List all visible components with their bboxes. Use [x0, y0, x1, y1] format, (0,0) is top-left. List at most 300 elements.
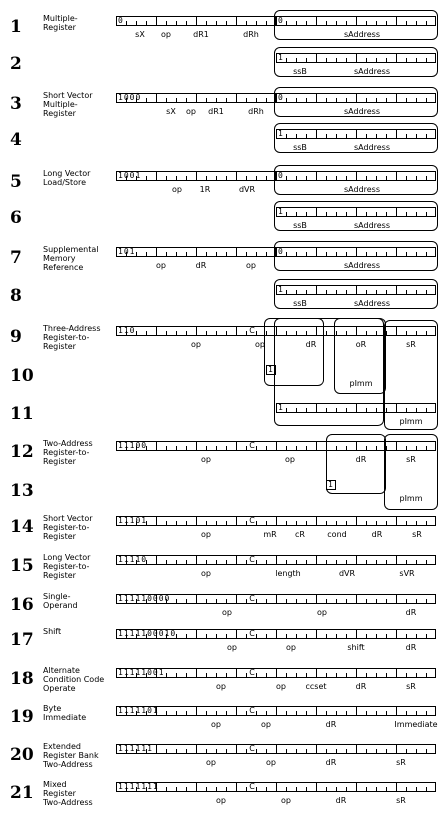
- bit-tick: [156, 327, 157, 335]
- field-name: op: [266, 758, 276, 767]
- row-number: 8: [10, 286, 22, 306]
- bit-tick: [196, 442, 197, 450]
- bit-tick: [196, 595, 197, 603]
- bit-tick: [136, 252, 137, 256]
- bit-tick: [196, 556, 197, 564]
- bit-tick: [166, 21, 167, 25]
- field-name: sAddress: [343, 30, 381, 39]
- bit-tick: [386, 521, 387, 525]
- field-name: sR: [406, 455, 416, 464]
- bit-tick: [156, 248, 157, 256]
- bit-tick: [196, 248, 197, 256]
- field-name: dVR: [238, 185, 256, 194]
- bit-tick: [306, 711, 307, 715]
- bit-tick: [186, 787, 187, 791]
- field-name: dVR: [338, 569, 356, 578]
- bit-tick: [176, 446, 177, 450]
- bit-tick: [186, 711, 187, 715]
- bit-tick: [386, 787, 387, 791]
- bit-tick: [256, 331, 257, 335]
- bit-tick: [396, 707, 397, 715]
- bit-tick: [246, 176, 247, 180]
- bit-tick: [366, 521, 367, 525]
- bit-tick: [216, 749, 217, 753]
- opcode-bits: 1: [278, 207, 284, 216]
- bit-tick: [186, 673, 187, 677]
- bit-tick: [206, 446, 207, 450]
- bit-tick: [186, 98, 187, 102]
- opcode-bits: 101: [118, 247, 136, 256]
- row-number: 12: [10, 442, 34, 462]
- bit-tick: [176, 599, 177, 603]
- bit-tick: [346, 599, 347, 603]
- bit-tick: [336, 787, 337, 791]
- bit-tick: [196, 517, 197, 525]
- bit-tick: [336, 673, 337, 677]
- bit-tick: [236, 517, 237, 525]
- bit-tick: [416, 749, 417, 753]
- bit-tick: [266, 634, 267, 638]
- bit-tick: [316, 442, 317, 450]
- field-name: sAddress: [343, 185, 381, 194]
- bit-tick: [236, 556, 237, 564]
- bit-tick: [236, 248, 237, 256]
- bit-tick: [176, 331, 177, 335]
- bit-tick: [296, 599, 297, 603]
- bit-tick: [176, 521, 177, 525]
- field-name: sAddress: [353, 143, 391, 152]
- bit-tick: [276, 630, 277, 638]
- bit-tick: [266, 252, 267, 256]
- bit-tick: [216, 634, 217, 638]
- field-name: op: [161, 30, 171, 39]
- bit-tick: [336, 749, 337, 753]
- bit-tick: [136, 331, 137, 335]
- format-label: Long Vector Register-to- Register: [43, 553, 91, 580]
- bit-tick: [166, 711, 167, 715]
- bit-tick: [326, 787, 327, 791]
- field-name: pImm: [399, 494, 423, 503]
- bit-tick: [256, 21, 257, 25]
- bit-tick: [286, 634, 287, 638]
- bit-tick: [376, 673, 377, 677]
- bit-tick: [326, 521, 327, 525]
- bit-tick: [256, 749, 257, 753]
- bit-tick: [426, 521, 427, 525]
- bit-tick: [126, 21, 127, 25]
- bit-tick: [236, 17, 237, 25]
- bit-tick: [216, 446, 217, 450]
- bit-tick: [406, 560, 407, 564]
- bit-tick: [196, 783, 197, 791]
- row-number: 9: [10, 327, 22, 347]
- format-label: Two-Address Register-to- Register: [43, 439, 93, 466]
- bit-tick: [416, 521, 417, 525]
- row-number: 16: [10, 595, 34, 615]
- row-number: 19: [10, 707, 34, 727]
- bit-tick: [196, 327, 197, 335]
- bit-tick: [316, 707, 317, 715]
- field-name: op: [211, 720, 221, 729]
- bit-tick: [246, 560, 247, 564]
- bit-tick: [256, 673, 257, 677]
- bit-tick: [406, 599, 407, 603]
- bit-tick: [206, 711, 207, 715]
- field-name: C: [249, 326, 255, 335]
- bit-tick: [166, 560, 167, 564]
- field-name: ssB: [293, 221, 307, 230]
- field-name: op: [285, 455, 295, 464]
- address-bit: 0: [278, 16, 284, 25]
- bit-tick: [236, 442, 237, 450]
- field-name: op: [227, 643, 237, 652]
- bit-tick: [166, 252, 167, 256]
- bit-tick: [206, 599, 207, 603]
- bit-tick: [346, 521, 347, 525]
- bit-tick: [236, 630, 237, 638]
- bit-tick: [206, 21, 207, 25]
- bit-tick: [196, 94, 197, 102]
- bit-tick: [226, 599, 227, 603]
- bit-tick: [266, 98, 267, 102]
- bit-tick: [276, 783, 277, 791]
- field-name: op: [172, 185, 182, 194]
- bit-tick: [326, 711, 327, 715]
- bit-tick: [226, 331, 227, 335]
- bit-tick: [216, 711, 217, 715]
- opcode-bits: 11100: [118, 441, 148, 450]
- bit-tick: [226, 98, 227, 102]
- bit-tick: [256, 634, 257, 638]
- bit-tick: [336, 521, 337, 525]
- bit-tick: [386, 634, 387, 638]
- bit-tick: [276, 669, 277, 677]
- bit-tick: [326, 599, 327, 603]
- bit-tick: [206, 787, 207, 791]
- field-name: C: [249, 441, 255, 450]
- bit-tick: [356, 745, 357, 753]
- bit-tick: [226, 176, 227, 180]
- field-name: op: [201, 530, 211, 539]
- bit-tick: [246, 331, 247, 335]
- field-name: C: [249, 668, 255, 677]
- bit-tick: [296, 673, 297, 677]
- bit-tick: [236, 595, 237, 603]
- opcode-bits: 1: [278, 285, 284, 294]
- bit-tick: [186, 446, 187, 450]
- row-number: 17: [10, 630, 34, 650]
- field-name: sAddress: [353, 221, 391, 230]
- bit-tick: [336, 634, 337, 638]
- bit-tick: [156, 17, 157, 25]
- field-name: op: [191, 340, 201, 349]
- bit-tick: [356, 707, 357, 715]
- bit-tick: [376, 634, 377, 638]
- bit-tick: [326, 673, 327, 677]
- bit-tick: [416, 711, 417, 715]
- field-name: sR: [412, 530, 422, 539]
- bit-tick: [426, 634, 427, 638]
- bit-tick: [216, 98, 217, 102]
- row-number: 14: [10, 517, 34, 537]
- row-number: 2: [10, 54, 22, 74]
- row-number: 11: [10, 404, 34, 424]
- format-label: Shift: [43, 627, 62, 636]
- field-name: dR: [335, 796, 347, 805]
- bit-tick: [206, 521, 207, 525]
- field-name: op: [186, 107, 196, 116]
- bit-tick: [266, 560, 267, 564]
- bit-tick: [406, 521, 407, 525]
- bit-tick: [206, 98, 207, 102]
- bit-tick: [416, 787, 417, 791]
- field-name: ssB: [293, 299, 307, 308]
- format-label: Short Vector Multiple- Register: [43, 91, 93, 118]
- bit-tick: [186, 331, 187, 335]
- bit-tick: [306, 787, 307, 791]
- field-name: dRh: [243, 30, 259, 39]
- bit-tick: [216, 252, 217, 256]
- bit-tick: [236, 783, 237, 791]
- row-number: 20: [10, 745, 34, 765]
- field-name: pImm: [349, 379, 373, 388]
- bit-tick: [286, 787, 287, 791]
- bit-tick: [166, 176, 167, 180]
- bit-tick: [266, 176, 267, 180]
- field-name: op: [255, 340, 265, 349]
- bit-tick: [206, 176, 207, 180]
- field-name: op: [156, 261, 166, 270]
- bit-tick: [246, 252, 247, 256]
- bit-tick: [366, 673, 367, 677]
- bit-tick: [366, 711, 367, 715]
- bit-tick: [346, 560, 347, 564]
- bit-tick: [406, 787, 407, 791]
- bit-tick: [286, 599, 287, 603]
- bit-tick: [186, 176, 187, 180]
- row-number: 4: [10, 130, 22, 150]
- bit-tick: [196, 172, 197, 180]
- bit-tick: [296, 446, 297, 450]
- bit-tick: [186, 560, 187, 564]
- bit-tick: [256, 560, 257, 564]
- bit-tick: [216, 787, 217, 791]
- bit-tick: [306, 749, 307, 753]
- bit-tick: [406, 634, 407, 638]
- bit-tick: [276, 745, 277, 753]
- continuation-group-box: [326, 434, 386, 494]
- bit-tick: [246, 634, 247, 638]
- bit-tick: [346, 634, 347, 638]
- bit-tick: [246, 98, 247, 102]
- bit-tick: [296, 634, 297, 638]
- field-name: dR: [405, 643, 417, 652]
- format-bar: [116, 706, 436, 716]
- field-name: op: [276, 682, 286, 691]
- bit-tick: [346, 749, 347, 753]
- bit-tick: [226, 673, 227, 677]
- field-name: 1R: [199, 185, 211, 194]
- bit-tick: [256, 98, 257, 102]
- bit-tick: [216, 560, 217, 564]
- opcode-bits: 111110000: [118, 594, 171, 603]
- opcode-bits: 110: [118, 326, 136, 335]
- bit-tick: [366, 749, 367, 753]
- bit-tick: [156, 172, 157, 180]
- bit-tick: [406, 711, 407, 715]
- field-name: dR: [405, 608, 417, 617]
- bit-tick: [356, 595, 357, 603]
- bit-tick: [176, 673, 177, 677]
- field-name: Immediate: [394, 720, 438, 729]
- bit-tick: [416, 599, 417, 603]
- bit-tick: [226, 252, 227, 256]
- bit-tick: [166, 749, 167, 753]
- bit-tick: [306, 521, 307, 525]
- bit-tick: [356, 783, 357, 791]
- continuation-group-box: [334, 318, 386, 394]
- bit-tick: [256, 252, 257, 256]
- bit-tick: [216, 176, 217, 180]
- bit-tick: [146, 98, 147, 102]
- field-name: sAddress: [353, 67, 391, 76]
- bit-tick: [256, 176, 257, 180]
- bit-tick: [216, 521, 217, 525]
- bit-tick: [146, 176, 147, 180]
- address-bit: 0: [278, 93, 284, 102]
- bit-tick: [376, 787, 377, 791]
- bit-tick: [286, 446, 287, 450]
- opcode-bits: 11110: [118, 555, 148, 564]
- bit-tick: [336, 560, 337, 564]
- row-number: 15: [10, 556, 34, 576]
- field-name: sVR: [399, 569, 415, 578]
- format-label: Single- Operand: [43, 592, 78, 610]
- bit-tick: [306, 673, 307, 677]
- bit-tick: [166, 673, 167, 677]
- bit-tick: [276, 707, 277, 715]
- field-name: op: [286, 643, 296, 652]
- field-name: sR: [396, 758, 406, 767]
- field-name: dR: [371, 530, 383, 539]
- format-label: Multiple- Register: [43, 14, 78, 32]
- bit-tick: [196, 745, 197, 753]
- bit-tick: [156, 517, 157, 525]
- bit-tick: [216, 21, 217, 25]
- format-label: Mixed Register Two-Address: [43, 780, 93, 807]
- field-name: sAddress: [343, 107, 381, 116]
- field-name: C: [249, 594, 255, 603]
- field-name: dR1: [193, 30, 209, 39]
- format-label: Byte Immediate: [43, 704, 87, 722]
- field-name: sR: [406, 340, 416, 349]
- bit-tick: [176, 749, 177, 753]
- bit-tick: [326, 749, 327, 753]
- bit-tick: [206, 749, 207, 753]
- bit-tick: [366, 599, 367, 603]
- bit-tick: [146, 331, 147, 335]
- bit-tick: [246, 521, 247, 525]
- bit-tick: [306, 599, 307, 603]
- bit-tick: [316, 745, 317, 753]
- field-name: pImm: [399, 417, 423, 426]
- bit-tick: [176, 711, 177, 715]
- row-number: 6: [10, 208, 22, 228]
- bit-tick: [396, 595, 397, 603]
- bit-tick: [246, 21, 247, 25]
- field-name: dR: [305, 340, 317, 349]
- address-bit: 0: [278, 247, 284, 256]
- bit-tick: [416, 634, 417, 638]
- opcode-bits: 1: [268, 365, 274, 374]
- opcode-bits: 1111100010: [118, 629, 177, 638]
- bit-tick: [226, 749, 227, 753]
- bit-tick: [286, 673, 287, 677]
- bit-tick: [336, 711, 337, 715]
- bit-tick: [306, 634, 307, 638]
- field-name: C: [249, 516, 255, 525]
- bit-tick: [356, 669, 357, 677]
- opcode-bits: 1000: [118, 93, 142, 102]
- field-name: length: [275, 569, 301, 578]
- bit-tick: [186, 252, 187, 256]
- bit-tick: [266, 673, 267, 677]
- bit-tick: [236, 327, 237, 335]
- bit-tick: [376, 560, 377, 564]
- bit-tick: [176, 252, 177, 256]
- bit-tick: [266, 749, 267, 753]
- opcode-bits: 1001: [118, 171, 142, 180]
- bit-tick: [206, 331, 207, 335]
- bit-tick: [216, 599, 217, 603]
- format-label: Long Vector Load/Store: [43, 169, 91, 187]
- bit-tick: [186, 634, 187, 638]
- bit-tick: [296, 787, 297, 791]
- field-name: C: [249, 555, 255, 564]
- row-number: 18: [10, 669, 34, 689]
- field-name: dR: [325, 720, 337, 729]
- bit-tick: [346, 673, 347, 677]
- bit-tick: [166, 521, 167, 525]
- format-bar: [116, 16, 276, 26]
- row-number: 21: [10, 783, 34, 803]
- bit-tick: [246, 787, 247, 791]
- field-name: dR: [195, 261, 207, 270]
- format-bar: [116, 782, 436, 792]
- bit-tick: [206, 560, 207, 564]
- bit-tick: [396, 745, 397, 753]
- bit-tick: [336, 599, 337, 603]
- field-name: dR: [355, 682, 367, 691]
- bit-tick: [426, 749, 427, 753]
- bit-tick: [266, 21, 267, 25]
- field-name: ssB: [293, 67, 307, 76]
- bit-tick: [216, 331, 217, 335]
- bit-tick: [186, 599, 187, 603]
- bit-tick: [236, 745, 237, 753]
- field-name: sR: [406, 682, 416, 691]
- row-number: 7: [10, 248, 22, 268]
- field-name: op: [246, 261, 256, 270]
- bit-tick: [426, 787, 427, 791]
- bit-tick: [326, 560, 327, 564]
- bit-tick: [146, 21, 147, 25]
- bit-tick: [176, 21, 177, 25]
- bit-tick: [356, 630, 357, 638]
- bit-tick: [356, 556, 357, 564]
- bit-tick: [196, 17, 197, 25]
- bit-tick: [226, 521, 227, 525]
